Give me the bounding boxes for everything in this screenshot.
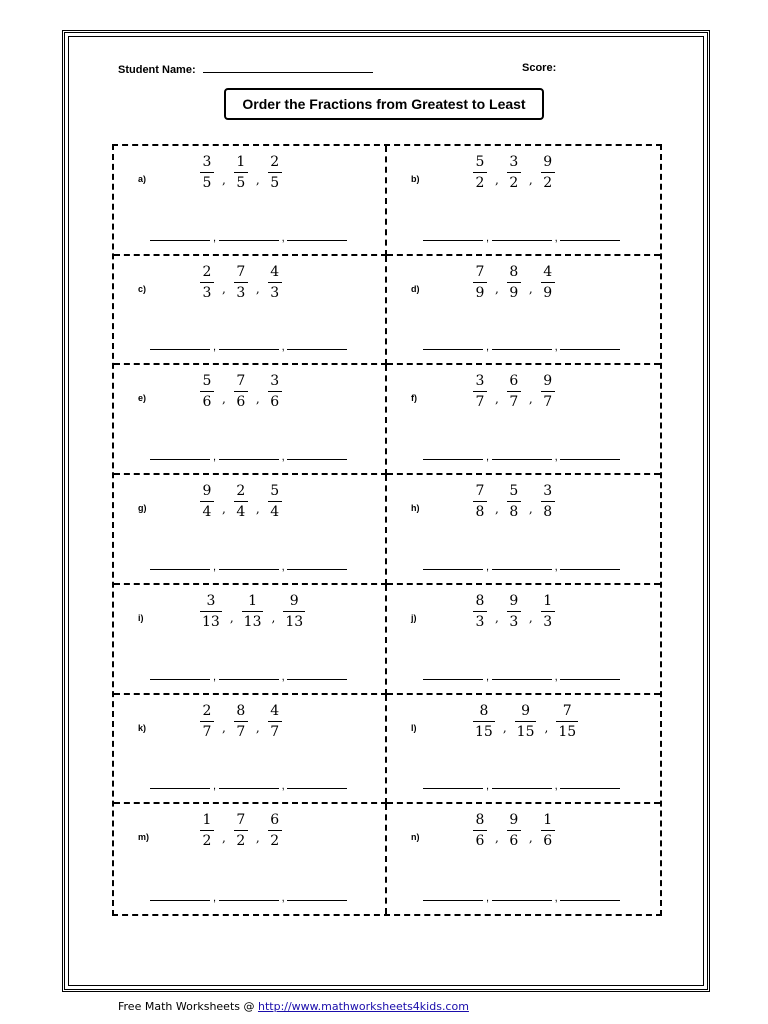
answer-blank[interactable] [287, 458, 347, 460]
fraction-numerator: 3 [509, 154, 519, 170]
fraction-list [473, 703, 578, 740]
answer-line [150, 892, 347, 904]
fraction [242, 593, 264, 630]
fraction-comma: , [528, 611, 533, 626]
answer-blank[interactable] [423, 568, 483, 570]
fraction [234, 483, 248, 520]
answer-separator: , [554, 780, 558, 793]
fraction [515, 703, 537, 740]
answer-separator: , [486, 892, 489, 904]
fraction-denominator: 2 [202, 833, 212, 850]
fraction-numerator: 3 [543, 483, 553, 500]
fraction [268, 264, 282, 301]
fraction-denominator: 9 [475, 284, 485, 301]
problem-cell [387, 365, 660, 475]
fraction-comma: , [495, 172, 499, 187]
fraction-numerator: 7 [236, 263, 246, 280]
answer-blank[interactable] [287, 568, 347, 570]
fraction-comma: , [528, 282, 533, 297]
answer-separator: , [213, 451, 216, 464]
fraction-denominator: 15 [558, 723, 577, 740]
answer-line [150, 561, 347, 573]
answer-separator: , [486, 560, 489, 573]
fraction-list [200, 264, 282, 301]
fraction-comma: , [528, 391, 533, 406]
answer-blank[interactable] [287, 899, 347, 901]
answer-separator: , [281, 892, 285, 904]
fraction-numerator: 9 [202, 483, 212, 500]
problem-cell [387, 695, 660, 805]
fraction-numerator: 7 [236, 373, 246, 390]
fraction-denominator: 6 [202, 394, 212, 411]
answer-separator: , [281, 670, 285, 683]
student-name-field [118, 62, 373, 76]
answer-separator: , [213, 892, 216, 904]
fraction-numerator: 1 [236, 154, 246, 170]
fraction-denominator: 6 [236, 394, 246, 411]
fraction-comma: , [528, 501, 533, 516]
fraction-numerator: 1 [248, 592, 258, 609]
answer-blank[interactable] [560, 348, 620, 350]
fraction-comma: , [222, 172, 226, 187]
problem-label: e) [138, 393, 147, 404]
fraction [541, 593, 555, 630]
fraction [507, 483, 521, 520]
fraction-denominator: 5 [236, 175, 246, 191]
fraction [234, 264, 248, 301]
fraction-numerator: 5 [509, 483, 519, 500]
fraction [556, 703, 578, 740]
answer-separator: , [554, 892, 558, 904]
answer-separator: , [281, 231, 285, 244]
fraction [541, 483, 555, 520]
fraction [234, 703, 248, 740]
answer-blank[interactable] [287, 348, 347, 350]
answer-separator: , [213, 231, 216, 244]
fraction-denominator: 7 [543, 394, 553, 411]
fraction-denominator: 8 [475, 504, 485, 521]
answer-blank[interactable] [423, 899, 483, 901]
fraction-numerator: 7 [562, 702, 572, 719]
fraction-denominator: 8 [543, 504, 553, 521]
fraction [268, 154, 282, 191]
footer [118, 1000, 469, 1013]
fraction [200, 264, 214, 301]
fraction-denominator: 7 [270, 723, 280, 740]
answer-blank[interactable] [287, 787, 347, 789]
fraction [541, 812, 555, 849]
fraction-numerator: 8 [479, 702, 489, 719]
fraction-denominator: 5 [270, 175, 280, 191]
fraction-numerator: 3 [475, 373, 485, 390]
fraction [200, 593, 222, 630]
problem-label: n) [411, 832, 420, 843]
answer-blank[interactable] [560, 458, 620, 460]
answer-blank[interactable] [219, 787, 279, 789]
fraction-list [200, 812, 282, 849]
fraction-comma: , [222, 501, 226, 516]
fraction-comma: , [229, 611, 234, 626]
fraction-comma: , [222, 721, 226, 736]
fraction [200, 483, 214, 520]
answer-separator: , [486, 780, 489, 793]
answer-separator: , [281, 451, 285, 464]
fraction [234, 812, 248, 849]
fraction-denominator: 4 [202, 504, 212, 521]
answer-separator: , [554, 341, 558, 354]
fraction-numerator: 1 [543, 592, 553, 609]
answer-separator: , [554, 451, 558, 464]
problem-cell [114, 256, 387, 366]
problem-label: k) [138, 722, 147, 733]
problem-cell [387, 804, 660, 914]
fraction [283, 593, 305, 630]
problem-cell [114, 695, 387, 805]
fraction-denominator: 9 [543, 284, 553, 301]
fraction [200, 812, 214, 849]
answer-line [423, 671, 620, 683]
fraction-denominator: 2 [475, 175, 485, 191]
fraction-comma: , [222, 830, 226, 845]
answer-blank[interactable] [219, 568, 279, 570]
problem-label: i) [138, 612, 144, 623]
fraction-comma: , [255, 721, 260, 736]
fraction-numerator: 9 [509, 812, 519, 829]
fraction-numerator: 5 [475, 154, 485, 170]
answer-blank[interactable] [492, 787, 552, 789]
answer-blank[interactable] [150, 899, 210, 901]
fraction-denominator: 6 [509, 833, 519, 850]
fraction-denominator: 6 [543, 833, 553, 850]
fraction-numerator: 1 [202, 812, 212, 829]
fraction-numerator: 6 [509, 373, 519, 390]
fraction-numerator: 2 [270, 154, 280, 170]
fraction-denominator: 3 [202, 284, 212, 301]
answer-blank[interactable] [150, 458, 210, 460]
fraction [473, 373, 487, 410]
fraction-denominator: 15 [516, 723, 535, 740]
fraction-comma: , [495, 611, 499, 626]
fraction-list [473, 483, 555, 520]
student-name-label: Student Name: [118, 64, 196, 76]
answer-separator: , [554, 670, 558, 683]
fraction-denominator: 3 [270, 284, 280, 301]
fraction-numerator: 8 [509, 263, 519, 280]
fraction-denominator: 13 [243, 613, 262, 630]
answer-separator: , [213, 341, 216, 354]
fraction [473, 593, 487, 630]
answer-line [423, 780, 620, 792]
fraction-numerator: 7 [475, 263, 485, 280]
problem-label: g) [138, 503, 147, 514]
fraction [473, 154, 487, 191]
answer-blank[interactable] [150, 787, 210, 789]
fraction-comma: , [528, 172, 533, 187]
fraction [507, 812, 521, 849]
answer-line [150, 341, 347, 353]
fraction-numerator: 9 [543, 373, 553, 390]
fraction [541, 154, 555, 191]
fraction [473, 703, 495, 740]
fraction-denominator: 4 [270, 504, 280, 521]
answer-separator: , [554, 560, 558, 573]
fraction [268, 373, 282, 410]
fraction-numerator: 9 [509, 592, 519, 609]
fraction-denominator: 2 [509, 175, 519, 191]
fraction-comma: , [495, 830, 499, 845]
problem-cell [387, 146, 660, 256]
fraction [200, 703, 214, 740]
fraction-denominator: 3 [509, 613, 519, 630]
fraction-numerator: 3 [270, 373, 280, 390]
problem-label: d) [411, 283, 420, 294]
problem-label: h) [411, 503, 420, 514]
fraction-denominator: 5 [202, 175, 212, 191]
fraction-denominator: 3 [475, 613, 485, 630]
fraction-denominator: 6 [475, 833, 485, 850]
fraction-numerator: 7 [236, 812, 246, 829]
problem-label: b) [411, 174, 420, 184]
answer-separator: , [281, 780, 285, 793]
answer-blank[interactable] [492, 348, 552, 350]
problem-grid [112, 144, 662, 916]
answer-blank[interactable] [423, 678, 483, 680]
answer-blank[interactable] [492, 568, 552, 570]
fraction-numerator: 1 [543, 812, 553, 829]
problem-label: m) [138, 832, 149, 843]
fraction [234, 373, 248, 410]
fraction-numerator: 8 [475, 812, 485, 829]
fraction-numerator: 4 [270, 263, 280, 280]
fraction-denominator: 4 [236, 504, 246, 521]
fraction [268, 703, 282, 740]
answer-blank[interactable] [219, 348, 279, 350]
answer-blank[interactable] [287, 239, 347, 241]
fraction-list [200, 703, 282, 740]
fraction-comma: , [255, 501, 260, 516]
answer-line [423, 892, 620, 904]
fraction-list [200, 373, 282, 410]
answer-blank[interactable] [423, 458, 483, 460]
fraction [507, 373, 521, 410]
answer-blank[interactable] [560, 899, 620, 901]
fraction-numerator: 2 [202, 263, 212, 280]
answer-separator: , [281, 560, 285, 573]
answer-line [150, 451, 347, 463]
fraction-denominator: 2 [236, 833, 246, 850]
fraction [268, 483, 282, 520]
fraction-comma: , [502, 721, 507, 736]
fraction-denominator: 3 [236, 284, 246, 301]
footer-link[interactable]: http://www.mathworksheets4kids.com [257, 1000, 469, 1013]
answer-blank[interactable] [219, 678, 279, 680]
answer-blank[interactable] [492, 458, 552, 460]
problem-label: f) [411, 393, 417, 404]
answer-blank[interactable] [150, 678, 210, 680]
fraction [268, 812, 282, 849]
answer-separator: , [486, 341, 489, 354]
fraction-comma: , [255, 172, 260, 187]
fraction-numerator: 2 [236, 483, 246, 500]
answer-blank[interactable] [560, 568, 620, 570]
answer-blank[interactable] [150, 348, 210, 350]
fraction-numerator: 6 [270, 812, 280, 829]
answer-separator: , [486, 231, 489, 244]
fraction-denominator: 8 [509, 504, 519, 521]
fraction-denominator: 15 [475, 723, 493, 740]
answer-blank[interactable] [150, 239, 210, 241]
problem-label: j) [411, 612, 417, 623]
fraction-numerator: 9 [543, 154, 553, 170]
answer-line [423, 341, 620, 353]
fraction-comma: , [255, 391, 260, 406]
answer-line [423, 451, 620, 463]
fraction-numerator: 3 [206, 592, 216, 609]
problem-cell [387, 475, 660, 585]
fraction [507, 593, 521, 630]
fraction [507, 264, 521, 301]
problem-label: c) [138, 283, 147, 294]
footer-prefix: Free Math Worksheets @ [118, 1000, 258, 1013]
problem-label: l) [411, 722, 417, 733]
student-name-blank[interactable] [203, 62, 373, 73]
fraction-denominator: 2 [543, 175, 553, 191]
problem-cell [114, 365, 387, 475]
answer-line [423, 561, 620, 573]
fraction-denominator: 13 [285, 613, 304, 630]
problem-cell [114, 146, 387, 256]
answer-blank[interactable] [287, 678, 347, 680]
fraction [200, 373, 214, 410]
fraction [200, 154, 214, 191]
fraction-comma: , [495, 391, 499, 406]
fraction-comma: , [222, 282, 226, 297]
score-label: Score: [522, 62, 557, 74]
fraction-denominator: 7 [475, 394, 485, 411]
fraction-list [200, 483, 282, 520]
problem-cell [114, 804, 387, 914]
fraction-comma: , [495, 282, 499, 297]
fraction [234, 154, 248, 191]
fraction-comma: , [255, 830, 260, 845]
fraction-denominator: 9 [509, 284, 519, 301]
fraction-denominator: 13 [202, 613, 220, 630]
fraction-numerator: 5 [202, 373, 212, 390]
answer-line [150, 232, 347, 244]
answer-blank[interactable] [219, 899, 279, 901]
fraction-numerator: 8 [236, 702, 246, 719]
fraction-list [200, 154, 282, 191]
answer-blank[interactable] [560, 787, 620, 789]
answer-blank[interactable] [219, 239, 279, 241]
fraction-comma: , [271, 611, 276, 626]
answer-blank[interactable] [560, 239, 620, 241]
answer-blank[interactable] [219, 458, 279, 460]
answer-separator: , [486, 670, 489, 683]
answer-blank[interactable] [492, 899, 552, 901]
answer-blank[interactable] [423, 348, 483, 350]
fraction-denominator: 7 [202, 723, 212, 740]
fraction-denominator: 6 [270, 394, 280, 411]
fraction [473, 812, 487, 849]
answer-separator: , [281, 341, 285, 354]
fraction-denominator: 3 [543, 613, 553, 630]
answer-separator: , [554, 231, 558, 244]
fraction-comma: , [255, 282, 260, 297]
fraction-numerator: 5 [270, 483, 280, 500]
answer-blank[interactable] [150, 568, 210, 570]
fraction [541, 373, 555, 410]
fraction-list [473, 812, 555, 849]
fraction-numerator: 9 [521, 702, 531, 719]
fraction [473, 483, 487, 520]
fraction-numerator: 4 [270, 702, 280, 719]
fraction-comma: , [495, 501, 499, 516]
problem-cell [387, 256, 660, 366]
answer-separator: , [213, 780, 216, 793]
fraction [507, 154, 521, 191]
fraction-numerator: 8 [475, 592, 485, 609]
fraction [473, 264, 487, 301]
problem-cell [114, 585, 387, 695]
fraction-comma: , [544, 721, 549, 736]
fraction-denominator: 7 [236, 723, 246, 740]
fraction-list [200, 593, 305, 630]
fraction-numerator: 4 [543, 263, 553, 280]
answer-blank[interactable] [423, 787, 483, 789]
fraction-list [473, 264, 555, 301]
fraction-numerator: 9 [289, 592, 299, 609]
answer-line [150, 671, 347, 683]
problem-cell [387, 585, 660, 695]
answer-separator: , [213, 560, 216, 573]
answer-line [150, 780, 347, 792]
fraction [541, 264, 555, 301]
fraction-denominator: 7 [509, 394, 519, 411]
answer-separator: , [213, 670, 216, 683]
fraction-comma: , [222, 391, 226, 406]
answer-blank[interactable] [492, 678, 552, 680]
fraction-comma: , [528, 830, 533, 845]
problem-cell [114, 475, 387, 585]
answer-blank[interactable] [560, 678, 620, 680]
fraction-list [473, 373, 555, 410]
answer-separator: , [486, 451, 489, 464]
fraction-numerator: 2 [202, 702, 212, 719]
fraction-list [473, 593, 555, 630]
answer-blank[interactable] [423, 239, 483, 241]
answer-line [423, 232, 620, 244]
answer-blank[interactable] [492, 239, 552, 241]
problem-label: a) [138, 174, 147, 184]
fraction-numerator: 3 [202, 154, 212, 170]
worksheet-title: Order the Fractions from Greatest to Least [224, 88, 544, 120]
fraction-numerator: 7 [475, 483, 485, 500]
fraction-list [473, 154, 555, 191]
fraction-denominator: 2 [270, 833, 280, 850]
